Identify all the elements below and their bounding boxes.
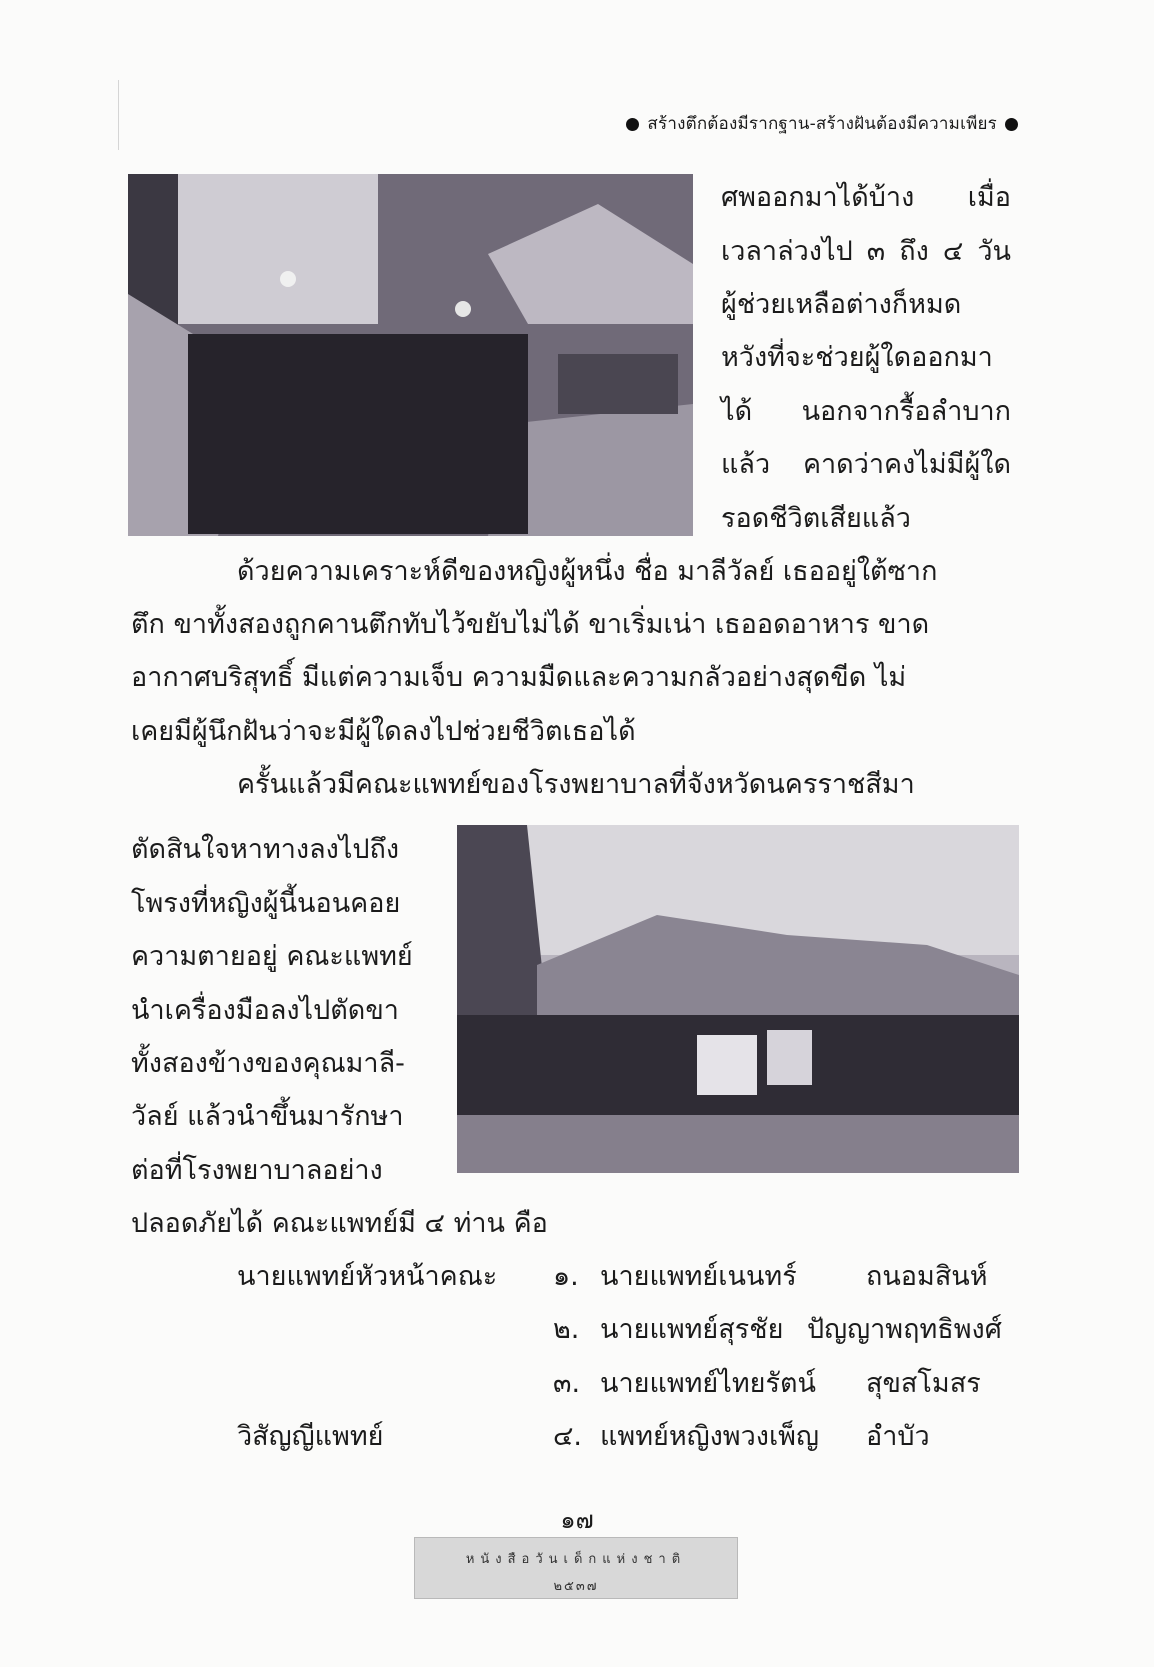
- text-line: ผู้ช่วยเหลือต่างก็หมด: [721, 289, 962, 320]
- text-line: [721, 184, 1011, 211]
- text-line: ตัดสินใจหาทางลงไปถึง: [131, 834, 400, 865]
- paragraph-line: ปลอดภัยได้ คณะแพทย์มี ๔ ท่าน คือ: [131, 1208, 548, 1239]
- word: ศพออกมาได้บ้าง: [721, 182, 915, 213]
- doctor-surname: ปัญญาพฤทธิพงศ์: [807, 1314, 1002, 1345]
- text-line: ทั้งสองข้างของคุณมาลี-: [131, 1048, 405, 1079]
- doctor-name: นายแพทย์สุรชัย: [600, 1314, 784, 1345]
- doctor-surname: อำบัว: [866, 1421, 930, 1452]
- doctor-number: ๓.: [553, 1368, 581, 1399]
- word: ถึง: [899, 236, 929, 267]
- footer-stamp: [414, 1537, 738, 1599]
- running-title: สร้างตึกต้องมีรากฐาน-สร้างฝันต้องมีความเพียร: [647, 114, 997, 134]
- text-line: ต่อที่โรงพยาบาลอย่าง: [131, 1155, 383, 1186]
- crowd-rescue-photo: [457, 825, 1019, 1173]
- text-line: โพรงที่หญิงผู้นี้นอนคอย: [131, 888, 401, 919]
- paragraph-line: ด้วยความเคราะห์ดีของหญิงผู้หนึ่ง ชื่อ มาลีวัลย์ เธออยู่ใต้ซาก: [237, 556, 938, 587]
- word: คาดว่าคงไม่มีผู้ใด: [802, 449, 1011, 480]
- page-number: ๑๗: [560, 1506, 594, 1534]
- doctor-number: ๒.: [553, 1314, 580, 1345]
- text-line: [721, 238, 1011, 265]
- paragraph-line: ครั้นแล้วมีคณะแพทย์ของโรงพยาบาลที่จังหวัดนครราชสีมา: [237, 769, 915, 800]
- doctor-name: นายแพทย์ไทยรัตน์: [600, 1368, 816, 1399]
- word: ๔: [942, 236, 964, 267]
- doctor-number: ๑.: [553, 1261, 579, 1292]
- doctor-number: ๔.: [553, 1421, 583, 1452]
- text-line: [721, 451, 1011, 478]
- paragraph-line: เคยมีผู้นึกฝันว่าจะมีผู้ใดลงไปช่วยชีวิตเธอได้: [131, 716, 636, 747]
- rubble-rescue-photo: [128, 174, 693, 536]
- text-line: รอดชีวิตเสียแล้ว: [721, 503, 911, 534]
- paragraph-line: ตึก ขาทั้งสองถูกคานตึกทับไว้ขยับไม่ได้ ขาเริ่มเน่า เธออดอาหาร ขาด: [131, 609, 930, 640]
- head-doctor-label: นายแพทย์หัวหน้าคณะ: [237, 1261, 498, 1292]
- stamp-line-2: ๒๕๓๗: [553, 1579, 599, 1594]
- doctor-surname: สุขสโมสร: [866, 1368, 981, 1399]
- word: เมื่อ: [967, 182, 1011, 213]
- text-line: วัลย์ แล้วนำขึ้นมารักษา: [131, 1101, 404, 1132]
- word: นอกจากรื้อลำบาก: [801, 396, 1011, 427]
- word: เวลาล่วงไป: [721, 236, 853, 267]
- word: ๓: [866, 236, 886, 267]
- bullet-dot-icon: [1005, 118, 1018, 131]
- bullet-dot-icon: [626, 118, 639, 131]
- stamp-line-1: หนังสือวันเด็กแห่งชาติ: [465, 1552, 687, 1567]
- text-line: ความตายอยู่ คณะแพทย์: [131, 941, 413, 972]
- scan-margin-mark: [118, 80, 119, 150]
- text-line: หวังที่จะช่วยผู้ใดออกมา: [721, 342, 993, 373]
- doctor-surname: ถนอมสินห์: [866, 1261, 988, 1292]
- paragraph-line: อากาศบริสุทธิ์ มีแต่ความเจ็บ ความมืดและความกลัวอย่างสุดขีด ไม่: [131, 662, 907, 693]
- text-line: [721, 398, 1011, 425]
- doctor-name: แพทย์หญิงพวงเพ็ญ: [600, 1421, 819, 1452]
- doctor-name: นายแพทย์เนนทร์: [600, 1261, 797, 1292]
- text-line: นำเครื่องมือลงไปตัดขา: [131, 995, 399, 1026]
- word: วัน: [977, 236, 1011, 267]
- anesthesiologist-label: วิสัญญีแพทย์: [237, 1421, 384, 1452]
- word: ได้: [721, 396, 753, 427]
- word: แล้ว: [721, 449, 771, 480]
- running-header: [618, 110, 1026, 137]
